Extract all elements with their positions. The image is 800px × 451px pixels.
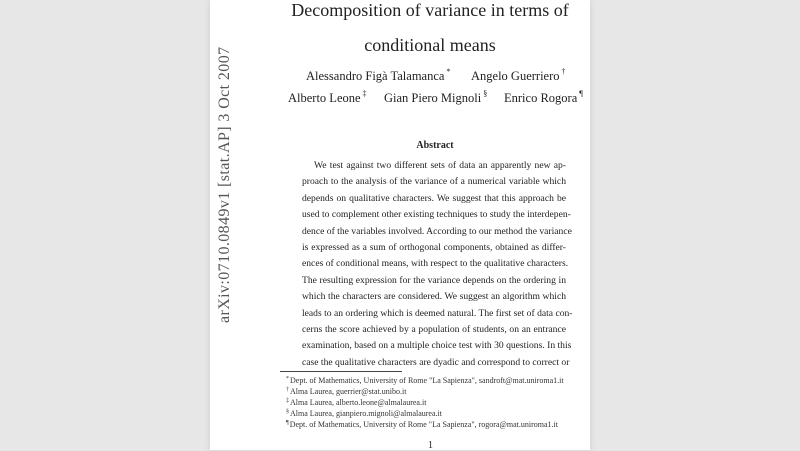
footnote-mark: * [286,376,289,382]
footnote-rule [280,371,402,372]
footnote-mark: § [286,409,289,415]
abstract-body [302,158,573,371]
abstract-heading: Abstract [416,140,454,151]
footnote-mark: † [286,387,289,393]
abstract-line: examination, based on a multiple choice test with 30 questions. In this [302,340,572,352]
abstract-line: case the qualitative characters are dyadic and correspond to correct or [302,356,570,368]
footnote-text: Alma Laurea, guerrier@stat.unibo.it [290,387,407,396]
author-3 [288,89,367,106]
page-number: 1 [428,440,433,451]
abstract-line: depends on qualitative characters. We suggest that this approach be [302,192,566,204]
author-4 [384,89,487,106]
abstract-line: The resulting expression for the variance depends on the ordering in [302,274,566,286]
footnote-5 [286,418,558,430]
title-line-1: Decomposition of variance in terms of [291,0,569,20]
author-name: Angelo Guerriero [471,69,560,83]
author-mark: § [483,89,488,98]
abstract-line: ences of conditional means, with respect to the qualitative characters. [302,258,569,270]
arxiv-identifier: arXiv:0710.0849v1 [stat.AP] 3 Oct 2007 [216,46,233,323]
footnote-mark: ‡ [286,398,289,404]
abstract-line: used to complement other existing techniques to study the interdepen- [302,209,571,221]
footnote-text: Alma Laurea, gianpiero.mignoli@almalaurea.it [290,409,442,418]
abstract-line: dence of the variables involved. According to our method the variance [302,225,572,237]
abstract-line: proach to the analysis of the variance of a numerical variable which [302,176,566,188]
footnote-text: Alma Laurea, alberto.leone@almalaurea.it [290,398,427,407]
author-name: Alessandro Figà Talamanca [306,69,445,83]
footnote-text: Dept. of Mathematics, University of Rome "La Sapienza", rogora@mat.uniroma1.it [289,420,558,429]
abstract-line: We test against two different sets of data an apparently new ap- [314,160,566,171]
author-name: Gian Piero Mignoli [384,91,482,105]
paper-title [280,0,580,59]
author-mark: * [446,67,451,76]
author-mark: ‡ [362,89,367,98]
abstract-line: which the characters are considered. We suggest an algorithm which [302,291,566,303]
abstract-line: leads to an ordering which is deemed natural. The first set of data con- [302,307,573,319]
title-line-2: conditional means [364,35,496,55]
footnote-text: Dept. of Mathematics, University of Rome "La Sapienza", sandroft@mat.uniroma1.it [290,376,564,385]
abstract-line: is expressed as a sum of orthogonal components, obtained as differ- [302,242,566,254]
author-name: Alberto Leone [288,91,361,105]
author-mark: † [561,67,566,76]
abstract-line: cerns the score achieved by a population of students, on an entrance [302,324,566,336]
author-2 [471,67,566,84]
footnote-mark: ¶ [286,420,289,426]
author-mark: ¶ [579,89,583,98]
author-5 [504,89,583,106]
author-name: Enrico Rogora [504,91,578,105]
author-1 [306,67,450,84]
